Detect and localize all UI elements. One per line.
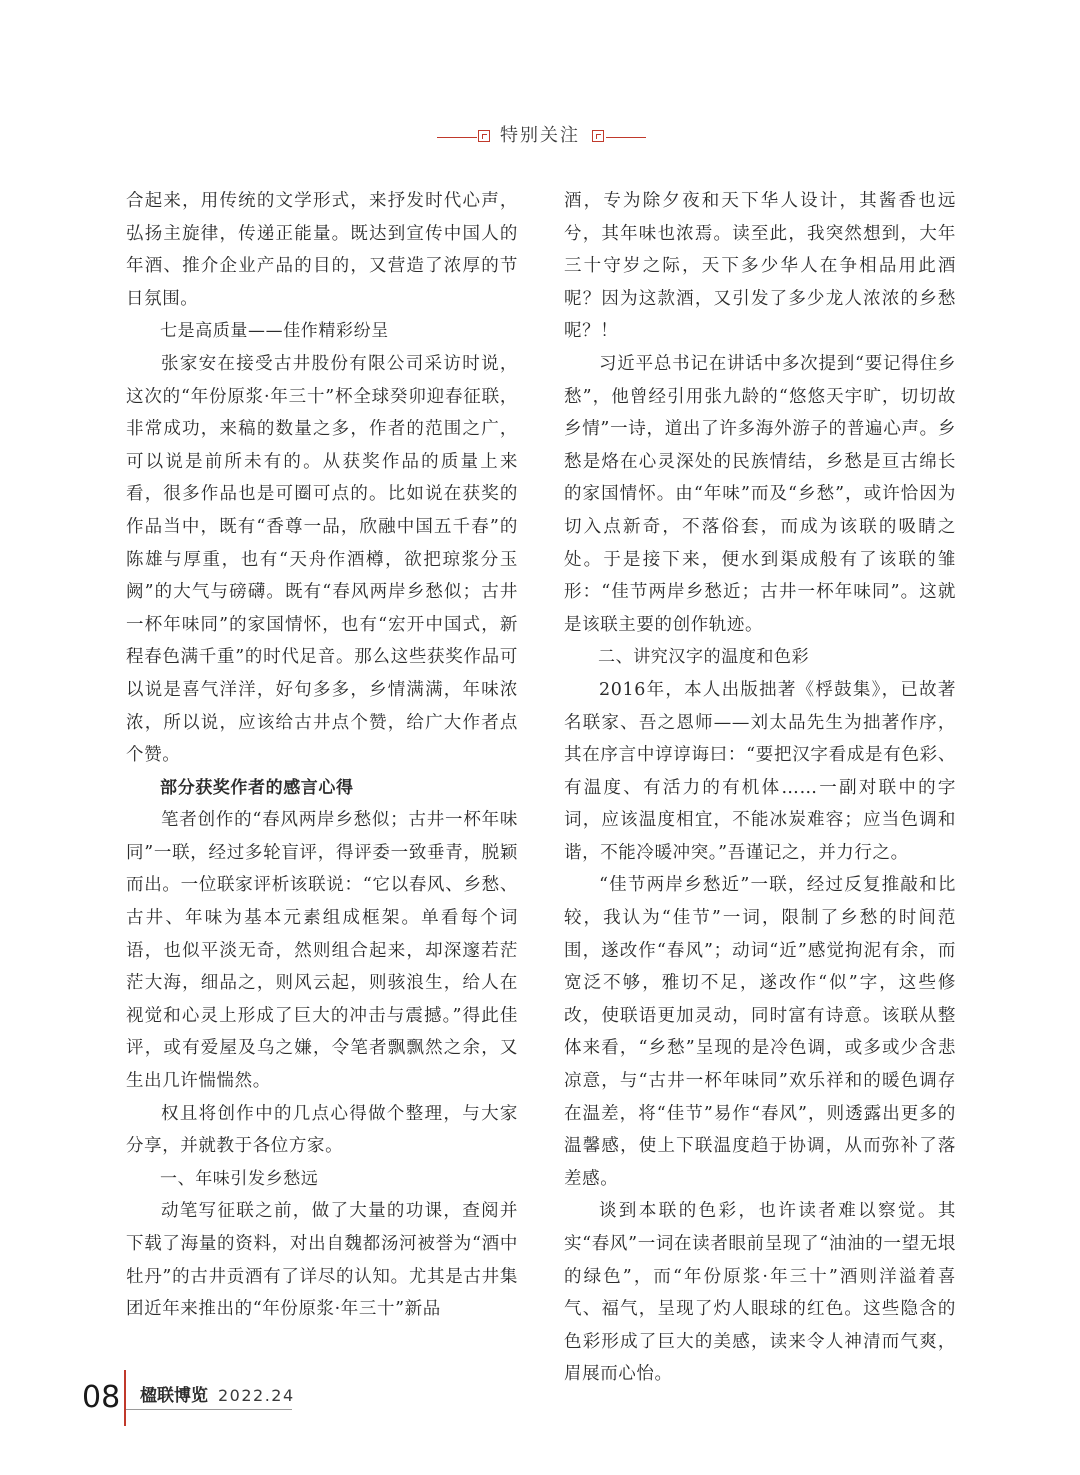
paragraph: 习近平总书记在讲话中多次提到“要记得住乡愁”，他曾经引用张九龄的“悠悠天宇旷，切切故乡情”一诗，道出了许多海外游子的普遍心声。乡愁是烙在心灵深处的民族情结，乡愁是亘古绵长的家国情怀。由“年味”而及“乡愁”，或许恰因为切入点新奇，不落俗套，而成为该联的吸睛之处。于是接下来，便水到渠成般有了该联的雏形：“佳节两岸乡愁近；古井一杯年味同”。这就是该联主要的创作轨迹。 [564,353,956,635]
paragraph: 动笔写征联之前，做了大量的功课，查阅并下载了海量的资料，对出自魏都汤河被誉为“酒中牡丹”的古井贡酒有了详尽的认知。尤其是古井集团近年来推出的“年份原浆·年三十”新品 [126,1201,518,1320]
header-rule-left [437,137,477,138]
section-header [0,118,1080,154]
issue-number: 2022.24 [218,1386,295,1405]
magazine-name: 楹联博览 [140,1386,208,1406]
paragraph: 谈到本联的色彩，也许读者难以察觉。其实“春风”一词在读者眼前呈现了“油油的一望无垠的绿色”，而“年份原浆·年三十”酒则洋溢着喜气、福气，呈现了灼人眼球的红色。这些隐含的色彩形成了巨大的美感，读来令人神清而气爽，眉展而心怡。 [564,1201,956,1385]
paragraph: 酒，专为除夕夜和天下华人设计，其酱香也远兮，其年味也浓焉。读至此，我突然想到，大年三十守岁之际，天下多少华人在争相品用此酒呢？因为这款酒，又引发了多少龙人浓浓的乡愁呢？！ [564,191,956,342]
page-number: 08 [82,1380,121,1415]
section-title: 特别关注 [500,125,580,146]
footer-divider [124,1370,126,1426]
right-column [564,185,956,1391]
page-footer [0,1360,1080,1430]
paragraph: 2016年，本人出版拙著《桴鼓集》，已故著名联家、吾之恩师——刘太品先生为拙著作序，其在序言中谆谆诲曰：“要把汉字看成是有色彩、有温度、有活力的有机体……一副对联中的字词，应该温度相宜，不能冰炭难容；应当色调和谐，不能冷暖冲突。”吾谨记之，并力行之。 [564,679,956,863]
paragraph: 笔者创作的“春风两岸乡愁似；古井一杯年味同”一联，经过多轮盲评，得评委一致垂青，脱颖而出。一位联家评析该联说：“它以春风、乡愁、古井、年味为基本元素组成框架。单看每个词语，也似平淡无奇，然则组合起来，却深邃若茫茫大海，细品之，则风云起，则骇浪生，给人在视觉和心灵上形成了巨大的冲击与震撼。”得此佳评，或有爱屋及乌之嫌，令笔者飘飘然之余，又生出几许惴惴然。 [126,810,518,1092]
section-heading: 部分获奖作者的感言心得 [160,777,354,798]
left-column [126,185,518,1326]
paragraph: 合起来，用传统的文学形式，来抒发时代心声，弘扬主旋律，传递正能量。既达到宣传中国人的年酒、推介企业产品的目的，又营造了浓厚的节日氛围。 [126,191,518,309]
paragraph: “佳节两岸乡愁近”一联，经过反复推敲和比较，我认为“佳节”一词，限制了乡愁的时间范围，遂改作“春风”；动词“近”感觉拘泥有余，而宽泛不够，雅切不足，遂改作“似”字，这些修改，使联语更加灵动，同时富有诗意。该联从整体来看，“乡愁”呈现的是冷色调，或多或少含悲凉意，与“古井一杯年味同”欢乐祥和的暖色调存在温差，将“佳节”易作“春风”，则透露出更多的温馨感，使上下联温度趋于协调，从而弥补了落差感。 [564,875,956,1189]
subheading: 七是高质量——佳作精彩纷呈 [160,321,389,342]
paragraph: 张家安在接受古井股份有限公司采访时说，这次的“年份原浆·年三十”杯全球癸卯迎春征联，非常成功，来稿的数量之多，作者的范围之广，可以说是前所未有的。从获奖作品的质量上来看，很多作品也是可圈可点的。比如说在获奖的作品当中，既有“香尊一品，欣融中国五千春”的陈雄与厚重，也有“天舟作酒樽，欲把琼浆分玉阙”的大气与磅礴。既有“春风两岸乡愁似；古井一杯年味同”的家国情怀，也有“宏开中国式，新程春色满千重”的时代足音。那么这些获奖作品可以说是喜气洋洋，好句多多，乡情满满，年味浓浓，所以说，应该给古井点个赞，给广大作者点个赞。 [126,353,518,766]
subheading: 二、讲究汉字的温度和色彩 [598,647,810,668]
fret-ornament-icon [478,130,490,142]
paragraph: 权且将创作中的几点心得做个整理，与大家分享，并就教于各位方家。 [126,1103,518,1157]
subheading: 一、年味引发乡愁远 [160,1168,319,1189]
header-rule-right [606,137,646,138]
footer-rule [126,1409,292,1410]
fret-ornament-icon [592,130,604,142]
